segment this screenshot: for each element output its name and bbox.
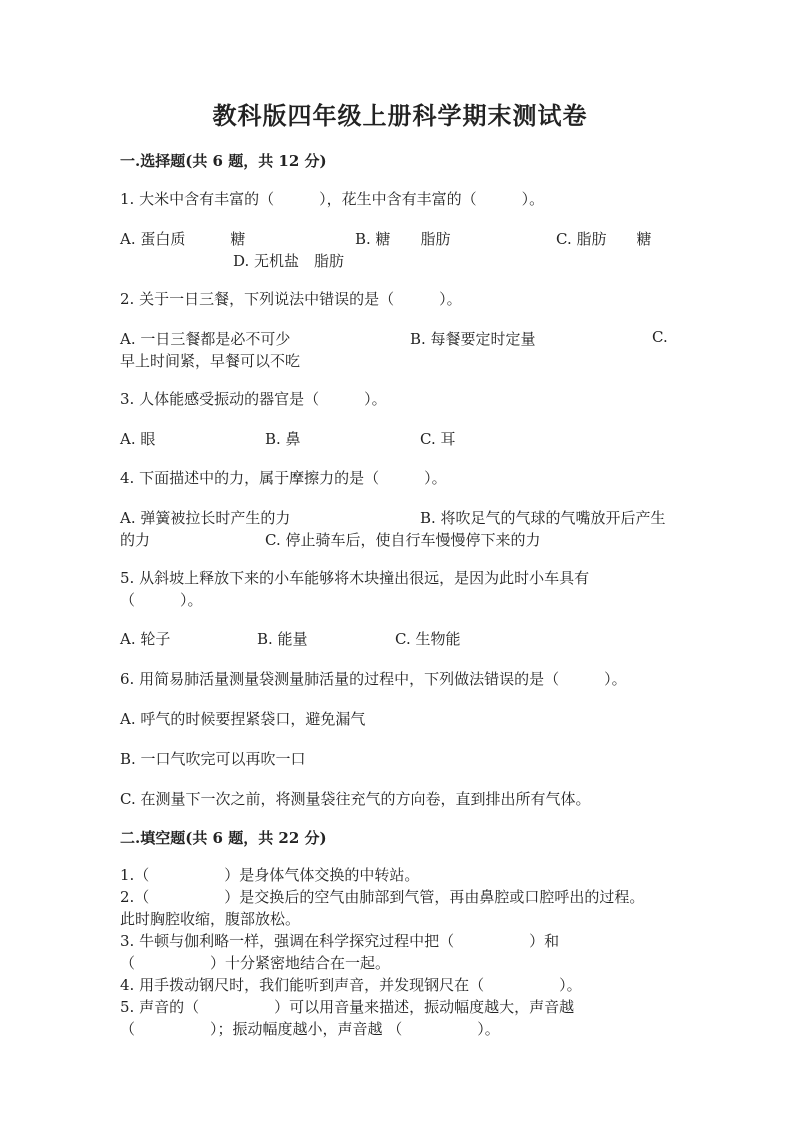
fill-line-1: 1.（ ）是身体气体交换的中转站。	[120, 866, 420, 884]
question-4-option-b: B. 将吹足气的气球的气嘴放开后产生	[420, 509, 666, 527]
fill-line-5: （ ）十分紧密地结合在一起。	[120, 954, 391, 972]
question-2-option-c-continued: 早上时间紧，早餐可以不吃	[120, 352, 301, 370]
question-5-option-c: C. 生物能	[395, 630, 461, 648]
fill-line-8: （ ）；振动幅度越小，声音越 （ ）。	[120, 1020, 500, 1038]
question-2-option-b: B. 每餐要定时定量	[410, 330, 536, 348]
question-4-option-a: A. 弹簧被拉长时产生的力	[120, 509, 291, 527]
question-4-option-c: C. 停止骑车后，使自行车慢慢停下来的力	[265, 531, 541, 549]
question-3-option-c: C. 耳	[420, 430, 456, 448]
question-2-option-c: C.	[652, 328, 668, 346]
question-1-option-c: C. 脂肪 糖	[556, 230, 652, 248]
page-title: 教科版四年级上册科学期末测试卷	[212, 101, 588, 130]
question-1-option-a: A. 蛋白质 糖	[120, 230, 246, 248]
question-6-option-c: C. 在测量下一次之前，将测量袋往充气的方向卷，直到排出所有气体。	[120, 790, 591, 808]
question-4-stem: 4. 下面描述中的力，属于摩擦力的是（ ）。	[120, 469, 447, 487]
question-2-stem: 2. 关于一日三餐，下列说法中错误的是（ ）。	[120, 290, 462, 308]
question-6-option-a: A. 呼气的时候要捏紧袋口，避免漏气	[120, 710, 366, 728]
question-5-stem: 5. 从斜坡上释放下来的小车能够将木块撞出很远，是因为此时小车具有	[120, 569, 590, 587]
fill-line-2: 2.（ ）是交换后的空气由肺部到气管，再由鼻腔或口腔呼出的过程。	[120, 888, 645, 906]
section-fill-header: 二.填空题(共 6 题，共 22 分)	[120, 829, 327, 847]
question-4-option-b-continued: 的力	[120, 531, 151, 549]
question-3-stem: 3. 人体能感受振动的器官是（ ）。	[120, 390, 387, 408]
question-5-stem-continued: （ ）。	[120, 591, 203, 609]
question-6-stem: 6. 用简易肺活量测量袋测量肺活量的过程中，下列做法错误的是（ ）。	[120, 670, 627, 688]
section-choice-header: 一.选择题(共 6 题，共 12 分)	[120, 152, 327, 170]
question-6-option-b: B. 一口气吹完可以再吹一口	[120, 750, 306, 768]
question-3-option-a: A. 眼	[120, 430, 156, 448]
fill-line-7: 5. 声音的（ ）可以用音量来描述，振动幅度越大，声音越	[120, 998, 575, 1016]
question-3-option-b: B. 鼻	[265, 430, 301, 448]
fill-line-6: 4. 用手拨动钢尺时，我们能听到声音，并发现钢尺在（ ）。	[120, 976, 582, 994]
fill-line-3: 此时胸腔收缩，腹部放松。	[120, 910, 301, 928]
question-2-option-a: A. 一日三餐都是必不可少	[120, 330, 291, 348]
question-5-option-b: B. 能量	[257, 630, 308, 648]
fill-line-4: 3. 牛顿与伽利略一样，强调在科学探究过程中把（ ）和	[120, 932, 560, 950]
question-5-option-a: A. 轮子	[120, 630, 171, 648]
question-1-option-d: D. 无机盐 脂肪	[233, 252, 345, 270]
question-1-stem: 1. 大米中含有丰富的（ ），花生中含有丰富的（ ）。	[120, 190, 545, 208]
question-1-option-b: B. 糖 脂肪	[355, 230, 451, 248]
